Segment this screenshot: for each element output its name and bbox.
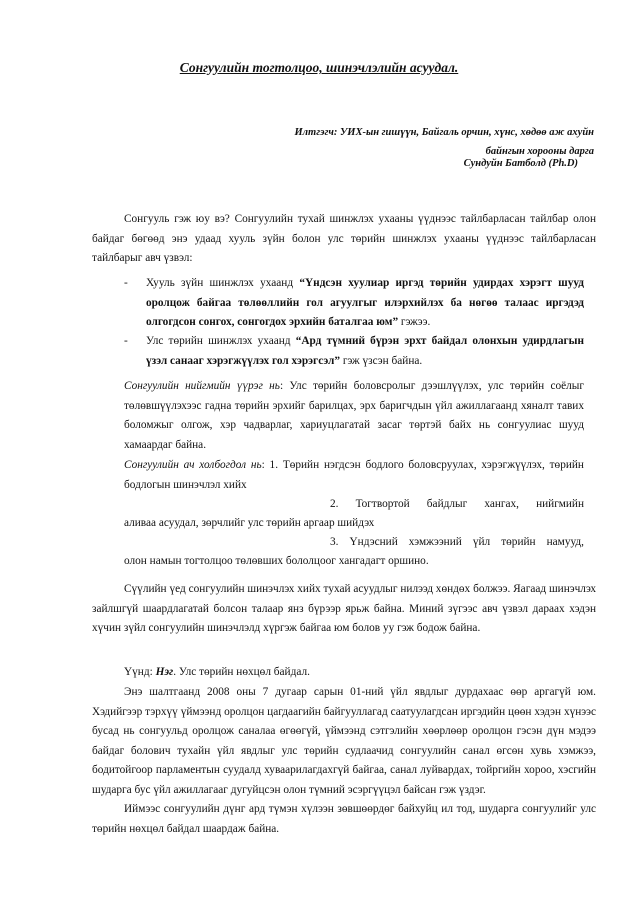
- significance-paragraph: [124, 456, 584, 495]
- bullet-1-suffix: гэжээ.: [398, 316, 431, 328]
- bullet-dash-2: -: [124, 335, 128, 347]
- significance-item-2b: аливаа асуудал, зөрчлийг улс төрийн аргаар шийдэх: [124, 517, 375, 529]
- significance-item-3b: олон намын тогтолцоо төлөвших бололцоог хангадагт оршино.: [124, 555, 429, 567]
- significance-item-1: : 1. Төрийн нэгдсэн бодлого боловсруулах, хэрэгжүүлэх, төрийн бодлогын шинэчлэл хийх: [124, 459, 584, 491]
- intro-paragraph: Сонгууль гэж юу вэ? Сонгуулийн тухай шинжлэх ухааны үүднээс тайлбарласан тайлбар олон байдаг бөгөөд энэ удаад хууль зүйн болон улс төрийн шинжлэх ухааны үүднээс тайлбарласан тайлбарыг авч үзвэл:: [92, 213, 596, 264]
- reform-paragraph: Сүүлийн үед сонгуулийн шинэчлэх хийх тухай асуудлыг нилээд хөндөх болжээ. Яагаад шинэчлэх зайлшгүй шаардлагатай болсон талаар янз бүрээр ярьж байна. Миний зүгээс авч үзвэл дараах хэдэн хүчин зүйл сонгуулийн шинэчлэлд хүргэж байгаа юм болов уу гэж бодож байна.: [92, 583, 596, 634]
- bullet-2-quote: “Ард түмний бүрэн эрхт байдал олонхын удирдлагын үзэл санааг хэрэгжүүлэх гол хэрэгсэл”: [146, 335, 584, 367]
- bullet-dash-1: -: [124, 277, 128, 289]
- bullet-item-2: [146, 332, 584, 371]
- first-reason-word: Нэг: [155, 666, 174, 678]
- bullet-1-quote: “Үндсэн хуулиар иргэд төрийн удирдах хэрэгт шууд оролцож байгаа төлөөллийн гол агуулгыг илэрхийлэх ба нөгөө талаас иргэдэд олгогдсон сонгох, сонгогдох эрхийн баталгаа юм”: [146, 277, 584, 328]
- social-role-label: Сонгуулийн нийгмийн үүрэг нь: [124, 380, 280, 392]
- significance-label: Сонгуулийн ач холбогдол нь: [124, 459, 262, 471]
- closing-paragraph: Иймээс сонгуулийн дүнг ард түмэн хүлээн зөвшөөрдөг байхуйц ил тод, шударга сонгуулийг улс төрийн нөхцөл байдал шаардаж байна.: [92, 803, 596, 835]
- document-title: Сонгуулийн тогтолцоо, шинэчлэлийн асуудал.: [179, 60, 459, 75]
- bullet-1-prefix: Хууль зүйн шинжлэх ухаанд: [146, 277, 300, 289]
- significance-item-2a: 2. Тогтвортой байдлыг хангах, нийгмийн: [330, 498, 584, 510]
- author-affiliation: [234, 123, 594, 161]
- author-name: Сундуйн Батболд (Ph.D): [463, 158, 578, 169]
- social-role-text: : Улс төрийн боловсролыг дээшлүүлэх, улс төрийн соёлыг төлөвшүүлэхээс гадна төрийн эрхийг барилцах, эрх баригчдын үйл ажиллагаанд хяналт тавих боломжыг олгож, хэр чадварлаг, хариуцлагатай засаг төртэй байх нь сонгуулиас шууд хамаардаг байна.: [124, 380, 584, 451]
- first-reason-line: [124, 663, 584, 683]
- first-reason-rest: . Улс төрийн нөхцөл байдал.: [173, 666, 310, 678]
- significance-item-3a: 3. Үндэсний хэмжээний үйл төрийн намууд,: [330, 536, 584, 548]
- first-reason-prefix: Үүнд:: [124, 666, 156, 678]
- event-2008-paragraph: Энэ шалтгаанд 2008 оны 7 дугаар сарын 01-ний үйл явдлыг дурдахаас өөр аргагүй юм. Хэдийгээр тэрхүү үймээнд оролцон цагдаагийн байгууллагад саатуулагдсан иргэдийн цөөн хэдэн хүнээс бусад нь сонгуульд оролцож саналаа өгөөгүй, үймээнд сэтгэлийн хөөрлөөр оролцон гэсэн дүн мэдээ байдаг болович тухайн үйл явдлыг улс төрийн судлаачид сонгуулийн санал өгсөн хувь хэмжээ, бодитойгоор парламентын суудалд хуваарилагдахгүй байгаа, санал луйвардах, тойргийн хороо, хэсгийн шударга бус үйл ажиллагааг дугуйцсэн олон түмний эсэргүүцэл байсан гэж үздэг.: [92, 686, 596, 796]
- social-role-paragraph: [124, 377, 584, 455]
- bullet-2-suffix: гэж үзсэн байна.: [340, 354, 423, 367]
- bullet-2-prefix: Улс төрийн шинжлэх ухаанд: [146, 335, 296, 347]
- bullet-item-1: [146, 274, 584, 333]
- author-line-2: байнгын хорооны дарга: [485, 146, 594, 157]
- author-line-1: Илтгэгч: УИХ-ын гишүүн, Байгаль орчин, хүнс, хөдөө аж ахуйн: [294, 127, 594, 138]
